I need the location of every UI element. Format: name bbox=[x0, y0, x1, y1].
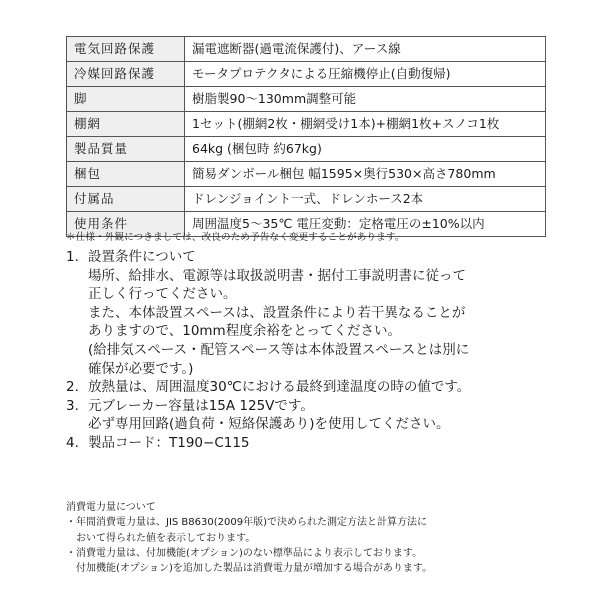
condition-item-3 bbox=[66, 397, 586, 416]
item-number: 1. bbox=[66, 249, 79, 265]
spec-label: 棚網 bbox=[67, 112, 185, 137]
item-title: 設置条件について bbox=[88, 249, 196, 265]
spec-row bbox=[67, 62, 546, 87]
condition-item-4 bbox=[66, 434, 586, 453]
condition-line: 正しく行ってください。 bbox=[88, 286, 237, 303]
item-text: 放熱量は、周囲温度30℃における最終到達温度の時の値です。 bbox=[88, 379, 471, 396]
spec-value: 64kg (梱包時 約67kg) bbox=[185, 137, 546, 162]
product-code: 製品コード：T190−C115 bbox=[88, 434, 250, 451]
condition-line: ありますので、10mm程度余裕をとってください。 bbox=[88, 323, 401, 340]
spec-row bbox=[67, 37, 546, 62]
condition-line: 場所、給排水、電源等は取扱説明書・据付工事説明書に従って bbox=[88, 267, 466, 284]
condition-line: (給排気スペース・配管スペース等は本体設置スペースとは別に bbox=[88, 341, 470, 358]
condition-item-2 bbox=[66, 378, 586, 397]
power-note-line: ・消費電力量は、付加機能(オプション)のない標準品により表示しております。 bbox=[66, 547, 423, 559]
power-consumption-notes bbox=[66, 500, 586, 576]
spec-label: 電気回路保護 bbox=[67, 37, 185, 62]
condition-line: また、本体設置スペースは、設置条件により若干異なることが bbox=[88, 304, 466, 321]
spec-value: ドレンジョイント一式、ドレンホース2本 bbox=[185, 187, 546, 212]
spec-row bbox=[67, 187, 546, 212]
power-note-line: おいて得られた値を表示しております。 bbox=[76, 532, 256, 544]
item-number: 3. bbox=[66, 397, 79, 414]
item-number: 2. bbox=[66, 379, 79, 396]
power-note-line: 付加機能(オプション)を追加した製品は消費電力量が増加する場合があります。 bbox=[76, 563, 433, 575]
spec-label: 脚 bbox=[67, 87, 185, 112]
item-number: 4. bbox=[66, 434, 79, 451]
spec-label: 使用条件 bbox=[67, 212, 185, 237]
power-note-line: ・年間消費電力量は、JIS B8630(2009年版)で決められた測定方法と計算方法に bbox=[66, 517, 427, 529]
spec-row bbox=[67, 87, 546, 112]
spec-label: 付属品 bbox=[67, 187, 185, 212]
condition-line: 必ず専用回路(過負荷・短絡保護あり)を使用してください。 bbox=[88, 416, 450, 433]
spec-value: 周囲温度5～35℃ 電圧変動：定格電圧の±10%以内 bbox=[185, 212, 546, 237]
spec-label: 冷媒回路保護 bbox=[67, 62, 185, 87]
power-notes-title: 消費電力量について bbox=[66, 502, 156, 513]
spec-value: 樹脂製90～130mm調整可能 bbox=[185, 87, 546, 112]
item-text: 元ブレーカー容量は15A 125Vです。 bbox=[88, 397, 314, 414]
spec-value: 漏電遮断器(過電流保護付)、アース線 bbox=[185, 37, 546, 62]
spec-table bbox=[66, 36, 546, 237]
spec-value: モータプロテクタによる圧縮機停止(自動復帰) bbox=[185, 62, 546, 87]
spec-row bbox=[67, 112, 546, 137]
spec-label: 製品質量 bbox=[67, 137, 185, 162]
spec-row bbox=[67, 162, 546, 187]
spec-value: 1セット(棚網2枚・棚網受け1本)+棚網1枚+スノコ1枚 bbox=[185, 112, 546, 137]
condition-item-1 bbox=[66, 248, 586, 267]
condition-line: 確保が必要です。) bbox=[88, 360, 194, 377]
spec-change-note: ＊仕様・外観につきましては、改良のため予告なく変更することがあります。 bbox=[66, 232, 405, 243]
spec-label: 梱包 bbox=[67, 162, 185, 187]
spec-row bbox=[67, 137, 546, 162]
spec-value: 簡易ダンボール梱包 幅1595×奥行530×高さ780mm bbox=[185, 162, 546, 187]
installation-conditions bbox=[66, 248, 586, 453]
